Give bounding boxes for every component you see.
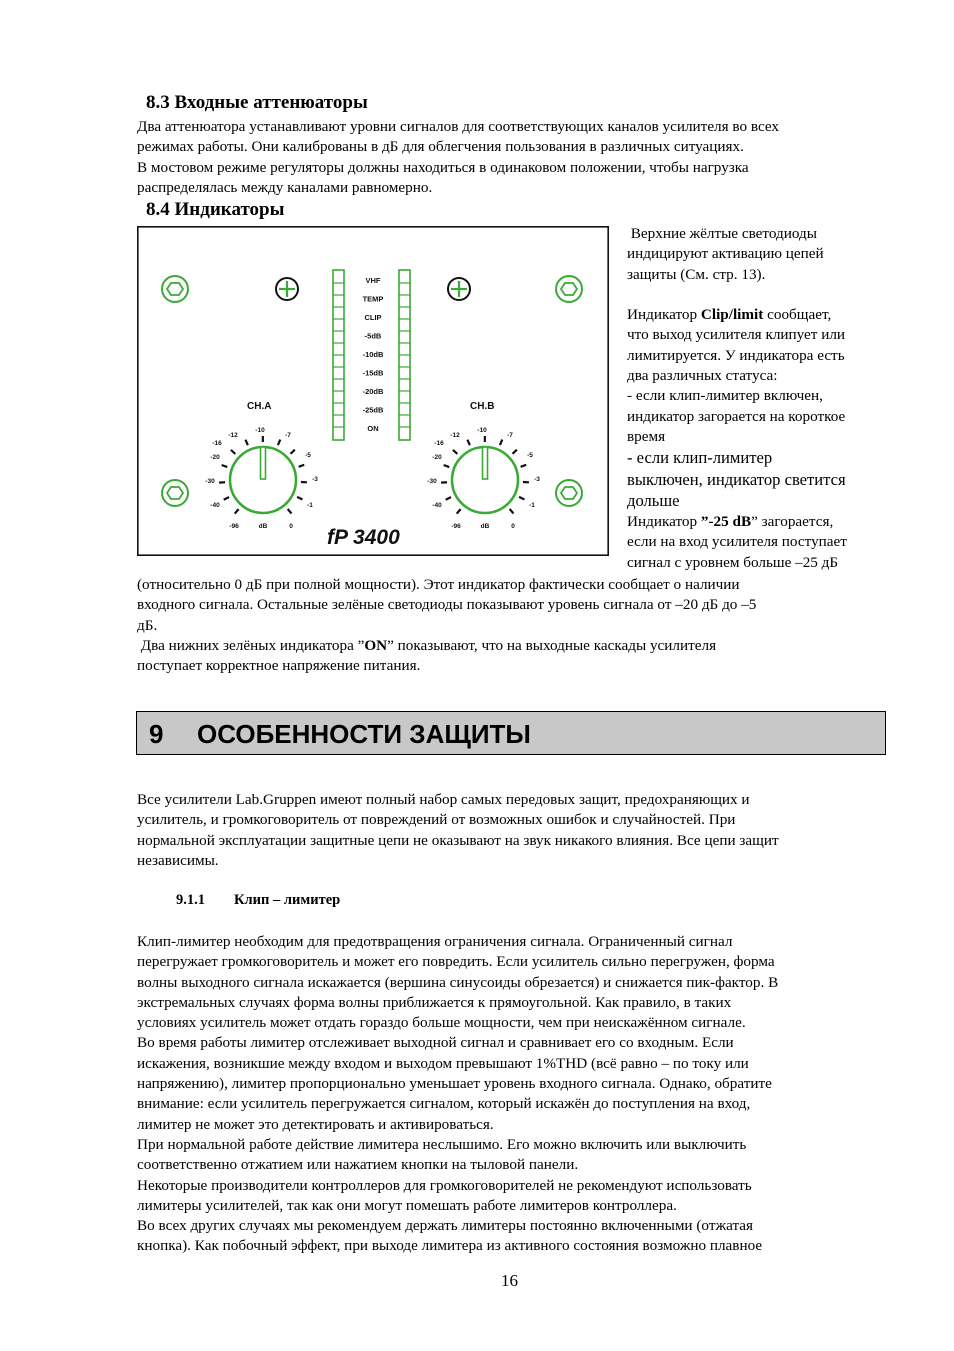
text-line: Два аттенюатора устанавливают уровни сигналов для соответствующих каналов усилителя во всех: [137, 118, 780, 135]
knob-tick-label: -5: [305, 452, 311, 459]
meter-label: -10dB: [362, 350, 384, 359]
knob-tick-label: -30: [427, 478, 437, 485]
knob-tick-label: -1: [529, 502, 535, 509]
knob-tick-label: dB: [480, 523, 490, 530]
text-line: - если клип-лимитер включен,: [627, 387, 823, 405]
text-line: - если клип-лимитер: [627, 448, 773, 468]
knob-tick-label: -10: [477, 427, 487, 434]
knob-tick-label: dB: [258, 523, 268, 530]
text-line: Некоторые производители контроллеров для громкоговорителей не рекомендуют использовать: [137, 1176, 752, 1194]
front-panel-svg: [137, 226, 609, 556]
meter-label: ON: [367, 424, 379, 433]
text-line: лимитируется. У индикатора есть: [627, 346, 845, 364]
text-line: Индикатор ”-25 dB” загорается,: [627, 513, 834, 531]
knob-tick-label: -12: [450, 432, 460, 439]
knob-tick-label: -40: [432, 502, 442, 509]
text-line: напряжению), лимитер пропорционально уменьшает уровень входного сигнала. Однако, обратите: [137, 1075, 772, 1093]
knob-pointer: [483, 447, 488, 479]
meter-label: -15dB: [362, 368, 384, 378]
text-line: поступает корректное напряжение питания.: [137, 657, 421, 675]
plus-screw-icon: [448, 278, 470, 300]
text-line: кнопка). Как побочный эффект, при выходе лимитера из активного состояния возможно плавное: [137, 1237, 763, 1255]
paragraph-8-4-continued: [137, 575, 756, 676]
led-meter-right: [399, 270, 410, 440]
text-line: лимитеры усилителей, так как они могут помешать работе лимитеров контроллера.: [137, 1196, 677, 1214]
knob-tick-label: -7: [285, 432, 291, 439]
text-line: Индикатор Clip/limit сообщает,: [627, 306, 832, 324]
text-line: входного сигнала. Остальные зелёные светодиоды показывают уровень сигнала от –20 дБ до –5: [137, 596, 757, 614]
text-line: Во время работы лимитер отслеживает выходной сигнал и сравнивает его со входным. Если: [137, 1034, 734, 1052]
text-line: дольше: [627, 491, 680, 511]
text-line: защиты (См. стр. 13).: [627, 265, 766, 283]
front-panel-illustration: [137, 226, 609, 556]
model-logo: fP 3400: [327, 526, 400, 549]
text-line: искажения, возникшие между входом и выходом превышают 1%THD (всё равно – по току или: [137, 1054, 749, 1072]
text-line: экстремальных случаях форма волны приближается к прямоугольной. Как правило, в таких: [137, 993, 732, 1011]
knob-tick-label: -10: [255, 427, 265, 434]
text-line: При нормальной работе действие лимитера неслышимо. Его можно включить или выключить: [137, 1135, 747, 1153]
page-number: 16: [501, 1271, 518, 1290]
text-line: Во всех других случаях мы рекомендуем держать лимитеры постоянно включенными (отжатая: [137, 1217, 754, 1235]
indicator-description: [627, 224, 847, 573]
text-line: Клип-лимитер необходим для предотвращения ограничения сигнала. Ограниченный сигнал: [137, 933, 733, 950]
subheading-9-1-1-title: Клип – лимитер: [234, 892, 341, 908]
text-line: внимание: если усилитель перегружается сигналом, который искажён до поступления на вход,: [137, 1095, 751, 1113]
paragraph-8-3: [137, 117, 779, 198]
text-line: усилитель, и громкоговоритель от повреждений от возможных ошибок и случайностей. При: [137, 811, 736, 829]
meter-label: TEMP: [362, 294, 384, 304]
knob-tick-label: -3: [534, 476, 540, 483]
led-meter-labels: [363, 276, 384, 433]
knob-tick-label: -7: [507, 432, 513, 439]
text-line: время: [627, 427, 666, 445]
knob-tick-label: -30: [205, 478, 215, 485]
text-line: выключен, индикатор светится: [627, 469, 846, 489]
knob-tick-label: -40: [210, 502, 220, 509]
knob-tick-label: -12: [228, 432, 238, 439]
text-line: режимах работы. Они калиброваны в дБ для облегчения пользования в различных ситуациях.: [137, 138, 744, 156]
text-line: (относительно 0 дБ при полной мощности). Этот индикатор фактически сообщает о наличии: [137, 576, 740, 593]
text-line: независимы.: [137, 851, 219, 869]
text-line: нормальной эксплуатации защитные цепи не оказывают на звук никакого влияния. Все цепи защит: [137, 831, 779, 849]
heading-8-4: 8.4 Индикаторы: [146, 199, 285, 220]
knob-tick-label: -20: [432, 454, 442, 461]
knob-tick-label: -3: [312, 476, 318, 483]
text-line: соответственно отжатием или нажатием кнопки на тыловой панели.: [137, 1156, 579, 1174]
meter-label: CLIP: [364, 313, 382, 322]
knob-tick-label: 0: [511, 523, 515, 530]
section-number: 9: [149, 719, 164, 749]
text-line: Все усилители Lab.Gruppen имеют полный набор самых передовых защит, предохраняющих и: [137, 791, 750, 808]
channel-a-label: CH.A: [247, 401, 272, 412]
text-line: индицируют активацию цепей: [627, 245, 824, 263]
text-line: два различных статуса:: [627, 367, 778, 385]
heading-8-3: 8.3 Входные аттенюаторы: [146, 92, 368, 113]
text-line: Два нижних зелёных индикатора ”ON” показывают, что на выходные каскады усилителя: [137, 636, 717, 654]
meter-label: -5dB: [364, 331, 382, 341]
knob-tick-label: -96: [451, 523, 461, 530]
paragraph-9-intro: [137, 790, 779, 871]
knob-tick-label: -16: [212, 440, 222, 447]
knob-tick-label: -5: [527, 452, 533, 459]
knob-tick-label: -96: [229, 523, 239, 530]
knob-pointer: [261, 447, 266, 479]
text-line: волны выходного сигнала искажается (вершина синусоиды обрезается) и снижается пик-фактор. В: [137, 973, 779, 991]
led-meter-left: [333, 270, 344, 440]
knob-tick-label: 0: [289, 523, 293, 530]
meter-label: -20dB: [362, 387, 384, 396]
text-line: перегружает громкоговоритель и может его повредить. Если усилитель сильно перегружен, форма: [137, 953, 775, 971]
text-line: условиях усилитель может отдать гораздо больше мощности, чем при неискажённом сигнале.: [137, 1014, 746, 1032]
knob-tick-label: -1: [307, 502, 313, 509]
text-line: распределялась между каналами равномерно.: [137, 178, 433, 196]
blank-line: [627, 285, 847, 305]
text-line: лимитер не может это детектировать и активироваться.: [137, 1115, 494, 1133]
section-title: ОСОБЕННОСТИ ЗАЩИТЫ: [197, 719, 531, 749]
text-line: В мостовом режиме регуляторы должны находиться в одинаковом положении, чтобы нагрузка: [137, 158, 749, 176]
plus-screw-icon: [276, 278, 298, 300]
paragraph-clip-limiter: [137, 932, 778, 1257]
meter-label: -25dB: [362, 405, 384, 415]
text-line: сигнал с уровнем больше –25 дБ: [627, 553, 839, 571]
text-line: индикатор загорается на короткое: [627, 407, 846, 425]
text-line: Верхние жёлтые светодиоды: [627, 225, 817, 242]
channel-b-label: CH.B: [470, 401, 495, 412]
text-line: дБ.: [137, 616, 158, 634]
knob-tick-label: -16: [434, 440, 444, 447]
text-line: если на вход усилителя поступает: [627, 533, 847, 551]
text-line: что выход усилителя клипует или: [627, 326, 846, 344]
meter-label: VHF: [365, 276, 381, 285]
subheading-9-1-1-number: 9.1.1: [176, 892, 205, 908]
section-9-heading: [136, 711, 886, 755]
knob-tick-label: -20: [210, 454, 220, 461]
